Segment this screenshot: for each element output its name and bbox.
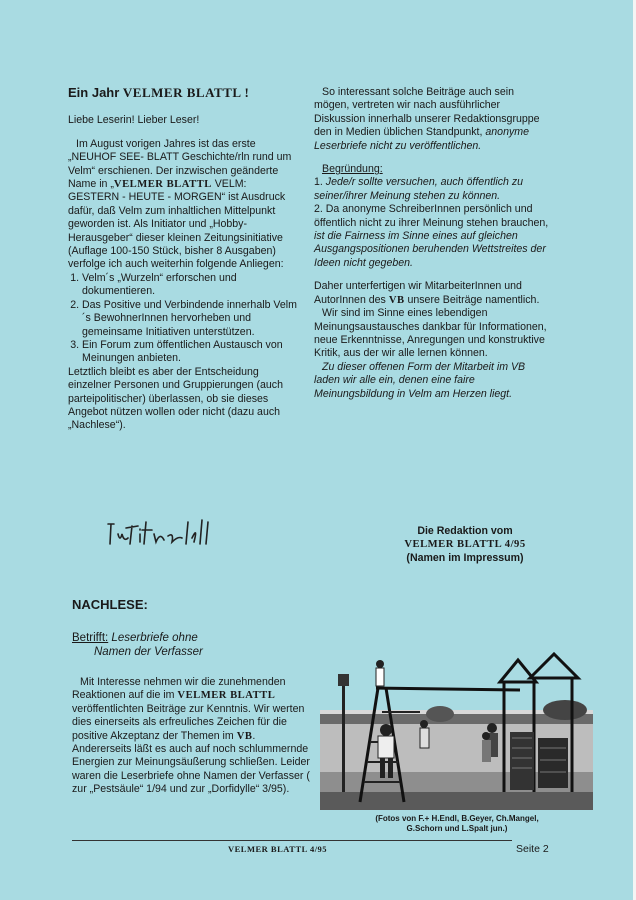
intro-paragraph: Im August vorigen Jahres ist das erste „NEUHOF SEE- BLATT Geschichte/rln rund um Velm“ erschienen. Der inzwischen geänderte Name in „VELMER BLATTL VELM: GESTERN - HEUTE - MORGEN“ ist Ausdruck dafür, daß Velm zum inhaltlichen Mittelpunkt geworden ist. Als Initiator und „Hobby-Herausgeber“ dieser kleinen Zeitungsinitiative (Auflage 100-150 Stück, bisher 8 Ausgaben) verfolge ich auch weiterhin folgende Anliegen: xyxy=(68,137,292,271)
begruendung-heading: Begründung: xyxy=(322,163,383,176)
article-title xyxy=(68,86,300,99)
anliegen-list xyxy=(68,272,300,366)
redaktion-line: Die Redaktion vom xyxy=(417,525,513,537)
betrifft-line: Namen der Verfasser xyxy=(94,646,203,658)
greeting: Liebe Leserin! Lieber Leser! xyxy=(68,114,200,127)
caption-line: G.Schorn und L.Spalt jun.) xyxy=(406,824,508,833)
footer-issue: VELMER BLATTL 4/95 xyxy=(228,844,328,854)
redaktion-brand: VELMER BLATTL 4/95 xyxy=(404,539,526,551)
right-intro-paragraph: So interessant solche Beiträge auch sein mögen, vertreten wir nach ausführlicher Diskussion innerhalb unserer Redaktionsgruppe den in Medien üblichen Standpunkt, anonyme Leserbriefe nicht zu veröffentlichen. xyxy=(314,86,540,152)
list-item: 1. Velm´s „Wurzeln“ erforschen und dokumentieren. xyxy=(82,272,300,299)
page-number: Seite 2 xyxy=(516,843,549,855)
reason-1: 1. Jede/r sollte versuchen, auch öffentlich zu seiner/ihrer Meinung stehen zu können. xyxy=(314,176,524,202)
betrifft-label: Betrifft: xyxy=(72,632,109,644)
right-column xyxy=(314,86,550,401)
footer-rule xyxy=(72,840,512,841)
left-column xyxy=(68,86,300,433)
reason-2: 2. Da anonyme SchreiberInnen persönlich und öffentlich nicht zu ihrer Meinung stehen brauchen, ist die Fairness im Sinne eines auf gleichen Ausgangspositionen beruhenden Wettstreites der Ideen nicht gegeben. xyxy=(314,203,549,269)
invitation-paragraph: Zu dieser offenen Form der Mitarbeit im VB laden wir alle ein, denen eine faire Meinungsbildung in Velm am Herzen liegt. xyxy=(314,360,526,400)
redaktion-note: (Namen im Impressum) xyxy=(406,551,524,564)
photo-caption xyxy=(326,814,588,834)
title-brand: VELMER BLATTL ! xyxy=(122,85,250,100)
closing-paragraph: Letztlich bleibt es aber der Entscheidung einzelner Personen und Gruppierungen (auch parteipolitischer) überlassen, ob sie dieses Angebot nützen wollen oder nicht (dazu auch „Nachlese“). xyxy=(68,365,283,432)
nachlese-title: NACHLESE: xyxy=(72,597,148,612)
list-item: 3. Ein Forum zum öffentlichen Austausch von Meinungen anbieten. xyxy=(82,339,300,366)
caption-line: (Fotos von F.+ H.Endl, B.Geyer, Ch.Mangel, xyxy=(375,814,539,823)
nachlese-text: Mit Interesse nehmen wir die zunehmenden Reaktionen auf die im VELMER BLATTL veröffentlichten Beiträge zur Kenntnis. Wir werten dies einerseits als erfreuliches Zeichen für die positive Akzeptanz der Themen im VB. Andererseits läßt es auch auf noch schlummernde Energien zur Meinungsäußerung schließen. Leider waren die Leserbriefe ohne Namen der Verfasser ( zur „Pestsäule“ 1/94 und zur „Dorfidylle“ 3/95). xyxy=(72,676,310,796)
betrifft-line: Leserbriefe ohne xyxy=(111,632,198,644)
betrifft-block xyxy=(72,631,302,659)
list-item: 2. Das Positive und Verbindende innerhalb Velm´s BewohnerInnen hervorheben und gemeinsame Initiativen unterstützen. xyxy=(82,299,300,339)
editorial-signature xyxy=(395,525,535,565)
title-prefix: Ein Jahr xyxy=(68,85,120,100)
signing-paragraph: Daher unterfertigen wir MitarbeiterInnen und AutorInnen des VB unsere Beiträge namentlich. xyxy=(314,280,540,306)
thanks-paragraph: Wir sind im Sinne eines lebendigen Meinungsaustausches dankbar für Informationen, neue Erkenntnisse, Anregungen und konstruktive Kritik, aus der wir alle lernen können. xyxy=(314,307,547,360)
handwritten-signature xyxy=(104,512,284,552)
playground-photo xyxy=(320,652,593,810)
